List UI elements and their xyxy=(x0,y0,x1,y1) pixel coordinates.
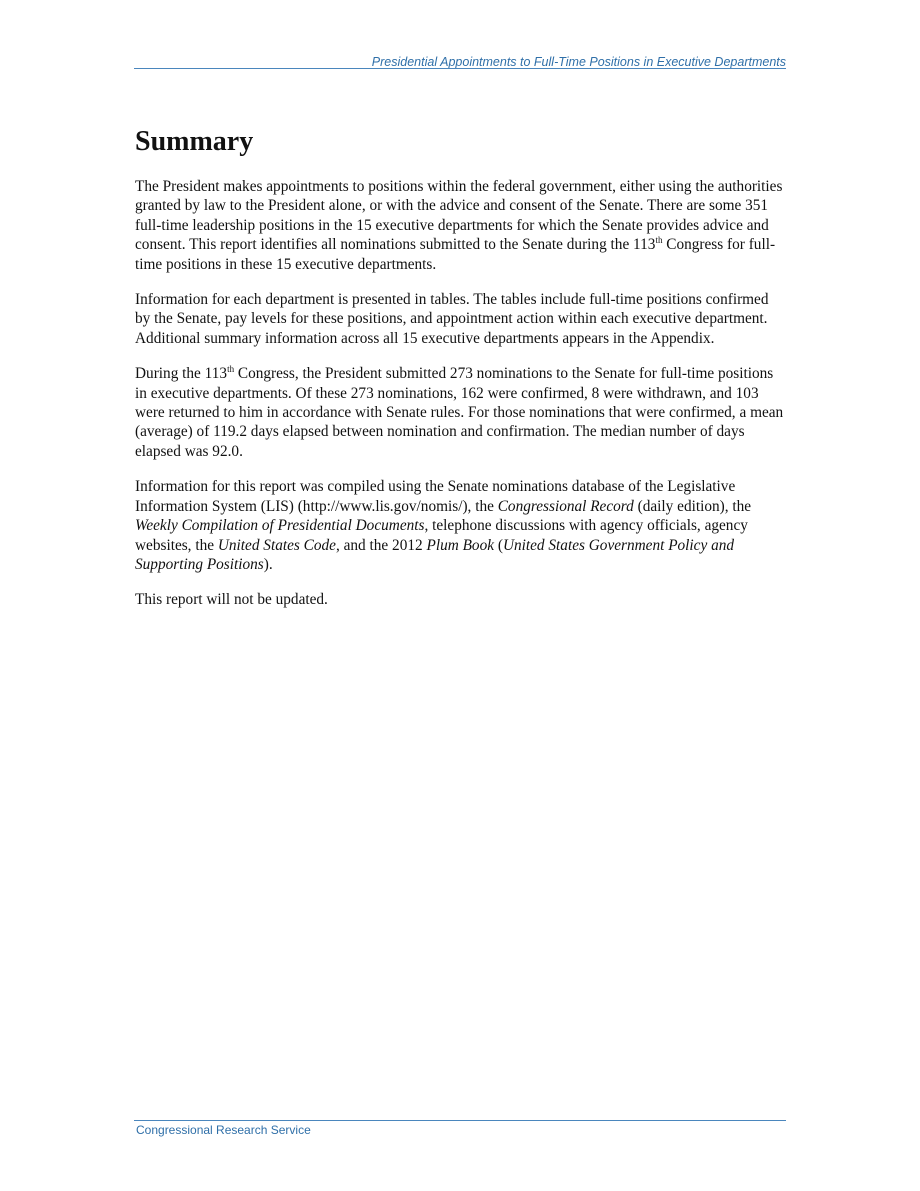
paragraph-4-text: ( xyxy=(494,536,503,554)
header-rule xyxy=(134,68,786,69)
paragraph-4-text: , and the 2012 xyxy=(335,536,427,554)
paragraph-4-text: ). xyxy=(263,555,273,573)
paragraph-1-text-end: Congress for full-time positions in these 15 executive departments. xyxy=(135,236,776,273)
ordinal-superscript: th xyxy=(655,235,663,246)
source-title-plum-book: Plum Book xyxy=(426,536,495,554)
summary-body xyxy=(135,177,787,626)
paragraph-1-text: The President makes appointments to positions within the federal government, either using the authorities granted by law to the President alone, or with the advice and consent of the Senate. There are some 351 full-time leadership positions in the 15 executive departments for which the Senate provides advice and consent. This report identifies all nominations submitted to the Senate during the 113 xyxy=(135,178,783,254)
page-title: Summary xyxy=(135,126,254,157)
paragraph-1 xyxy=(135,177,787,274)
footer-rule xyxy=(134,1120,786,1121)
paragraph-4 xyxy=(135,477,787,574)
paragraph-3 xyxy=(135,364,787,461)
source-title-congressional-record: Congressional Record xyxy=(497,497,634,515)
footer-org: Congressional Research Service xyxy=(136,1123,311,1137)
paragraph-4-text: (daily edition), the xyxy=(633,497,752,515)
paragraph-4-text: , telephone discussions with agency officials, agency websites, the xyxy=(135,517,748,554)
source-title-policy-positions: United States Government Policy and Supporting Positions xyxy=(135,536,735,573)
ordinal-superscript: th xyxy=(227,364,235,375)
paragraph-4-text: Information for this report was compiled using the Senate nominations database of the Legislative Information System (LIS) (http://www.lis.gov/nomis/), the xyxy=(135,478,736,515)
paragraph-5: This report will not be updated. xyxy=(135,591,328,609)
running-header: Presidential Appointments to Full-Time Positions in Executive Departments xyxy=(371,55,786,69)
paragraph-2: Information for each department is presented in tables. The tables include full-time positions confirmed by the Senate, pay levels for these positions, and appointment action within each executive department. Additional summary information across all 15 executive departments appears in the Appendix. xyxy=(135,291,769,347)
paragraph-3-text-end: Congress, the President submitted 273 nominations to the Senate for full-time positions in executive departments. Of these 273 nominations, 162 were confirmed, 8 were withdrawn, and 103 were returned to him in accordance with Senate rules. For those nominations that were confirmed, a mean (average) of 119.2 days elapsed between nomination and confirmation. The median number of days elapsed was 92.0. xyxy=(135,365,784,460)
source-title-united-states-code: United States Code xyxy=(217,536,336,554)
paragraph-3-text: During the 113 xyxy=(135,365,228,383)
source-title-weekly-compilation: Weekly Compilation of Presidential Documents xyxy=(135,517,425,535)
